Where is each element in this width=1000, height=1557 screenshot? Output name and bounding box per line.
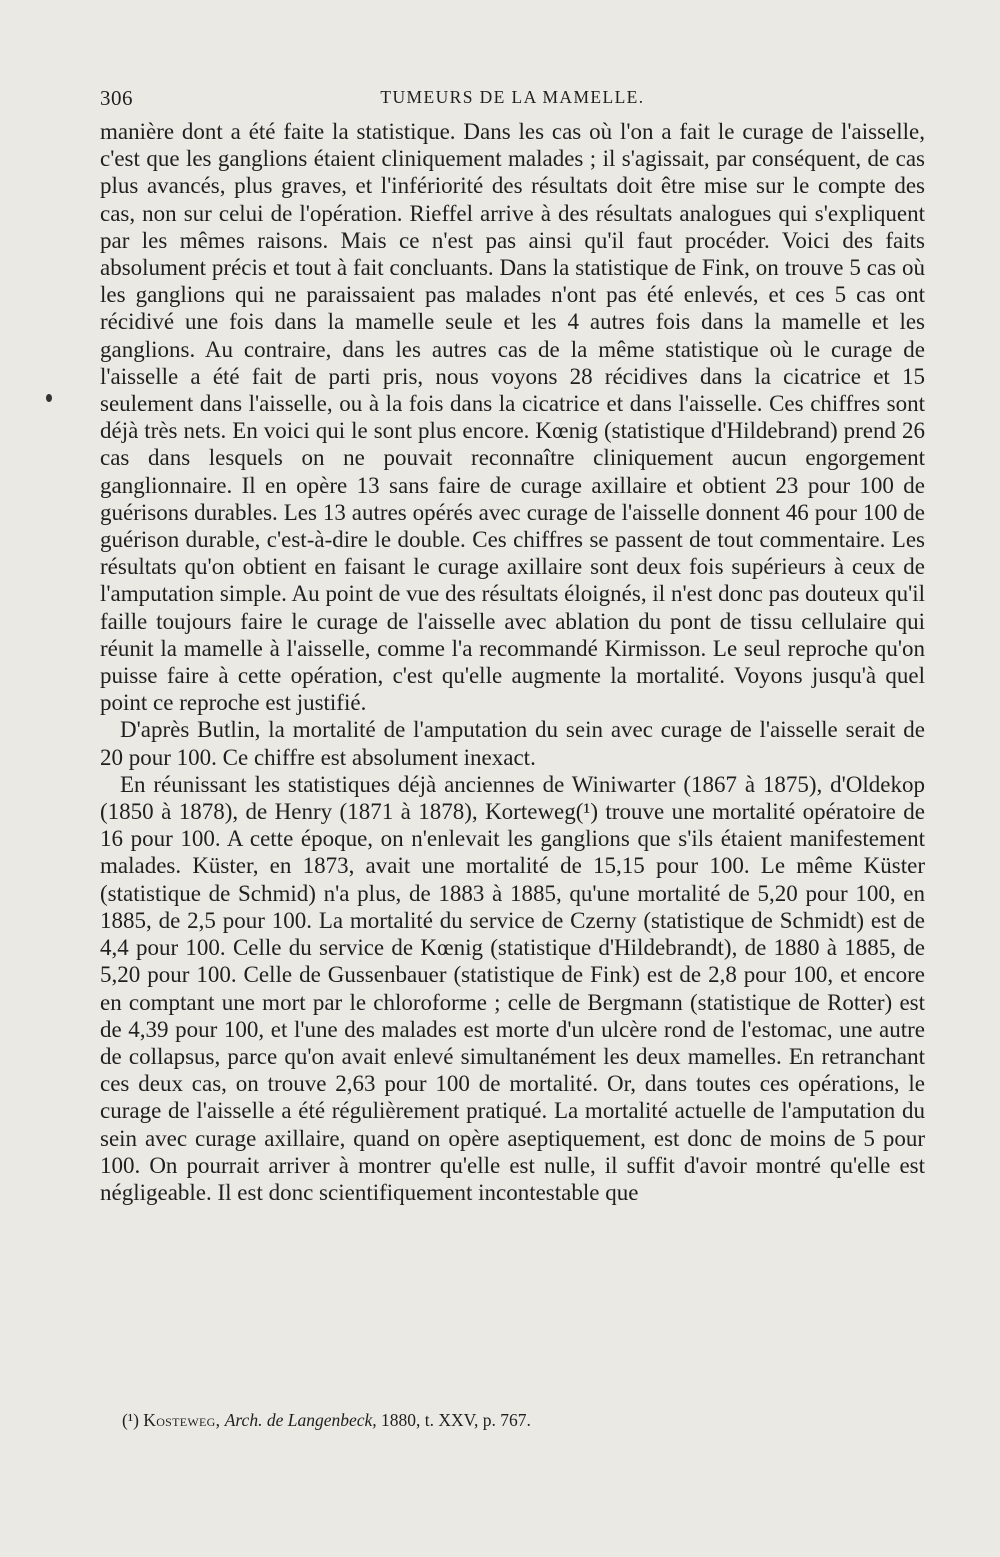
paragraph-statistics: En réunissant les statistiques déjà anciennes de Winiwarter (1867 à 1875), d'Oldekop (1850 à 1878), de Henry (1871 à 1878), Korteweg(¹) trouve une mortalité opératoire de 16 pour 100. A cette époque, on n'enlevait les ganglions que s'ils étaient manifestement malades. Küster, en 1873, avait une mortalité de 15,15 pour 100. Le même Küster (statistique de Schmid) n'a plus, de 1883 à 1885, qu'une mortalité de 5,20 pour 100, en 1885, de 2,5 pour 100. La mortalité du service de Czerny (statistique de Schmidt) est de 4,4 pour 100. Celle du service de Kœnig (statistique d'Hildebrandt), de 1880 à 1885, de 5,20 pour 100. Celle de Gussenbauer (statistique de Fink) est de 2,8 pour 100, et encore en comptant une mort par le chloroforme ; celle de Bergmann (statistique de Rotter) est de 4,39 pour 100, et l'une des malades est morte d'un ulcère rond de l'estomac, une autre de collapsus, parce qu'on avait enlevé simultanément les deux mamelles. En retranchant ces deux cas, on trouve 2,63 pour 100 de mortalité. Or, dans toutes ces opérations, le curage de l'aisselle a été régulièrement pratiqué. La mortalité actuelle de l'amputation du sein avec curage axillaire, quand on opère aseptiquement, est donc de moins de 5 pour 100. On pourrait arriver à montrer qu'elle est nulle, il suffit d'avoir montré qu'elle est négligeable. Il est donc scientifiquement incontestable que <box>100 771 925 1205</box>
footnote <box>122 1410 531 1431</box>
paragraph-continued: manière dont a été faite la statistique. Dans les cas où l'on a fait le curage de l'aisselle, c'est que les ganglions étaient cliniquement malades ; il s'agissait, par conséquent, de cas plus avancés, plus graves, et l'infériorité des résultats doit être mise sur le compte des cas, non sur celui de l'opération. Rieffel arrive à des résultats analogues qui s'expliquent par les mêmes raisons. Mais ce n'est pas ainsi qu'il faut procéder. Voici des faits absolument précis et tout à fait concluants. Dans la statistique de Fink, on trouve 5 cas où les ganglions qui ne paraissaient pas malades n'ont pas été enlevés, et ces 5 cas ont récidivé une fois dans la mamelle seule et les 4 autres fois dans la mamelle et les ganglions. Au contraire, dans les autres cas de la même statistique où le curage de l'aisselle a été fait de parti pris, nous voyons 28 récidives dans la cicatrice et 15 seulement dans l'aisselle, ou à la fois dans la cicatrice et dans l'aisselle. Ces chiffres sont déjà très nets. En voici qui le sont plus encore. Kœnig (statistique d'Hildebrand) prend 26 cas dans lesquels on ne pouvait reconnaître cliniquement aucun engorgement ganglionnaire. Il en opère 13 sans faire de curage axillaire et obtient 23 pour 100 de guérisons durables. Les 13 autres opérés avec curage de l'aisselle donnent 46 pour 100 de guérison durable, c'est-à-dire le double. Ces chiffres se passent de tout commentaire. Les résultats qu'on obtient en faisant le curage axillaire sont deux fois supérieurs à ceux de l'amputation simple. Au point de vue des résultats éloignés, il n'est donc pas douteux qu'il faille toujours faire le curage de l'aisselle avec ablation du pont de tissu cellulaire qui réunit la mamelle à l'aisselle, comme l'a recommandé Kirmisson. Le seul reproche qu'on puisse faire à cette opération, c'est qu'elle augmente la mortalité. Voyons jusqu'à quel point ce reproche est justifié. <box>100 119 925 716</box>
body-text <box>100 118 925 1206</box>
margin-mark <box>46 394 52 402</box>
footnote-marker: (¹) <box>122 1410 139 1430</box>
footnote-reference: 1880, t. XXV, p. 767. <box>381 1410 531 1430</box>
page-header <box>100 86 925 116</box>
paragraph-butlin: D'après Butlin, la mortalité de l'amputation du sein avec curage de l'aisselle serait de 20 pour 100. Ce chiffre est absolument inexact. <box>100 717 925 770</box>
running-title: TUMEURS DE LA MAMELLE. <box>380 87 645 107</box>
footnote-journal: Arch. de Langenbeck, <box>224 1410 377 1430</box>
footnote-author: Kosteweg, <box>143 1410 221 1430</box>
page-number: 306 <box>100 86 133 110</box>
